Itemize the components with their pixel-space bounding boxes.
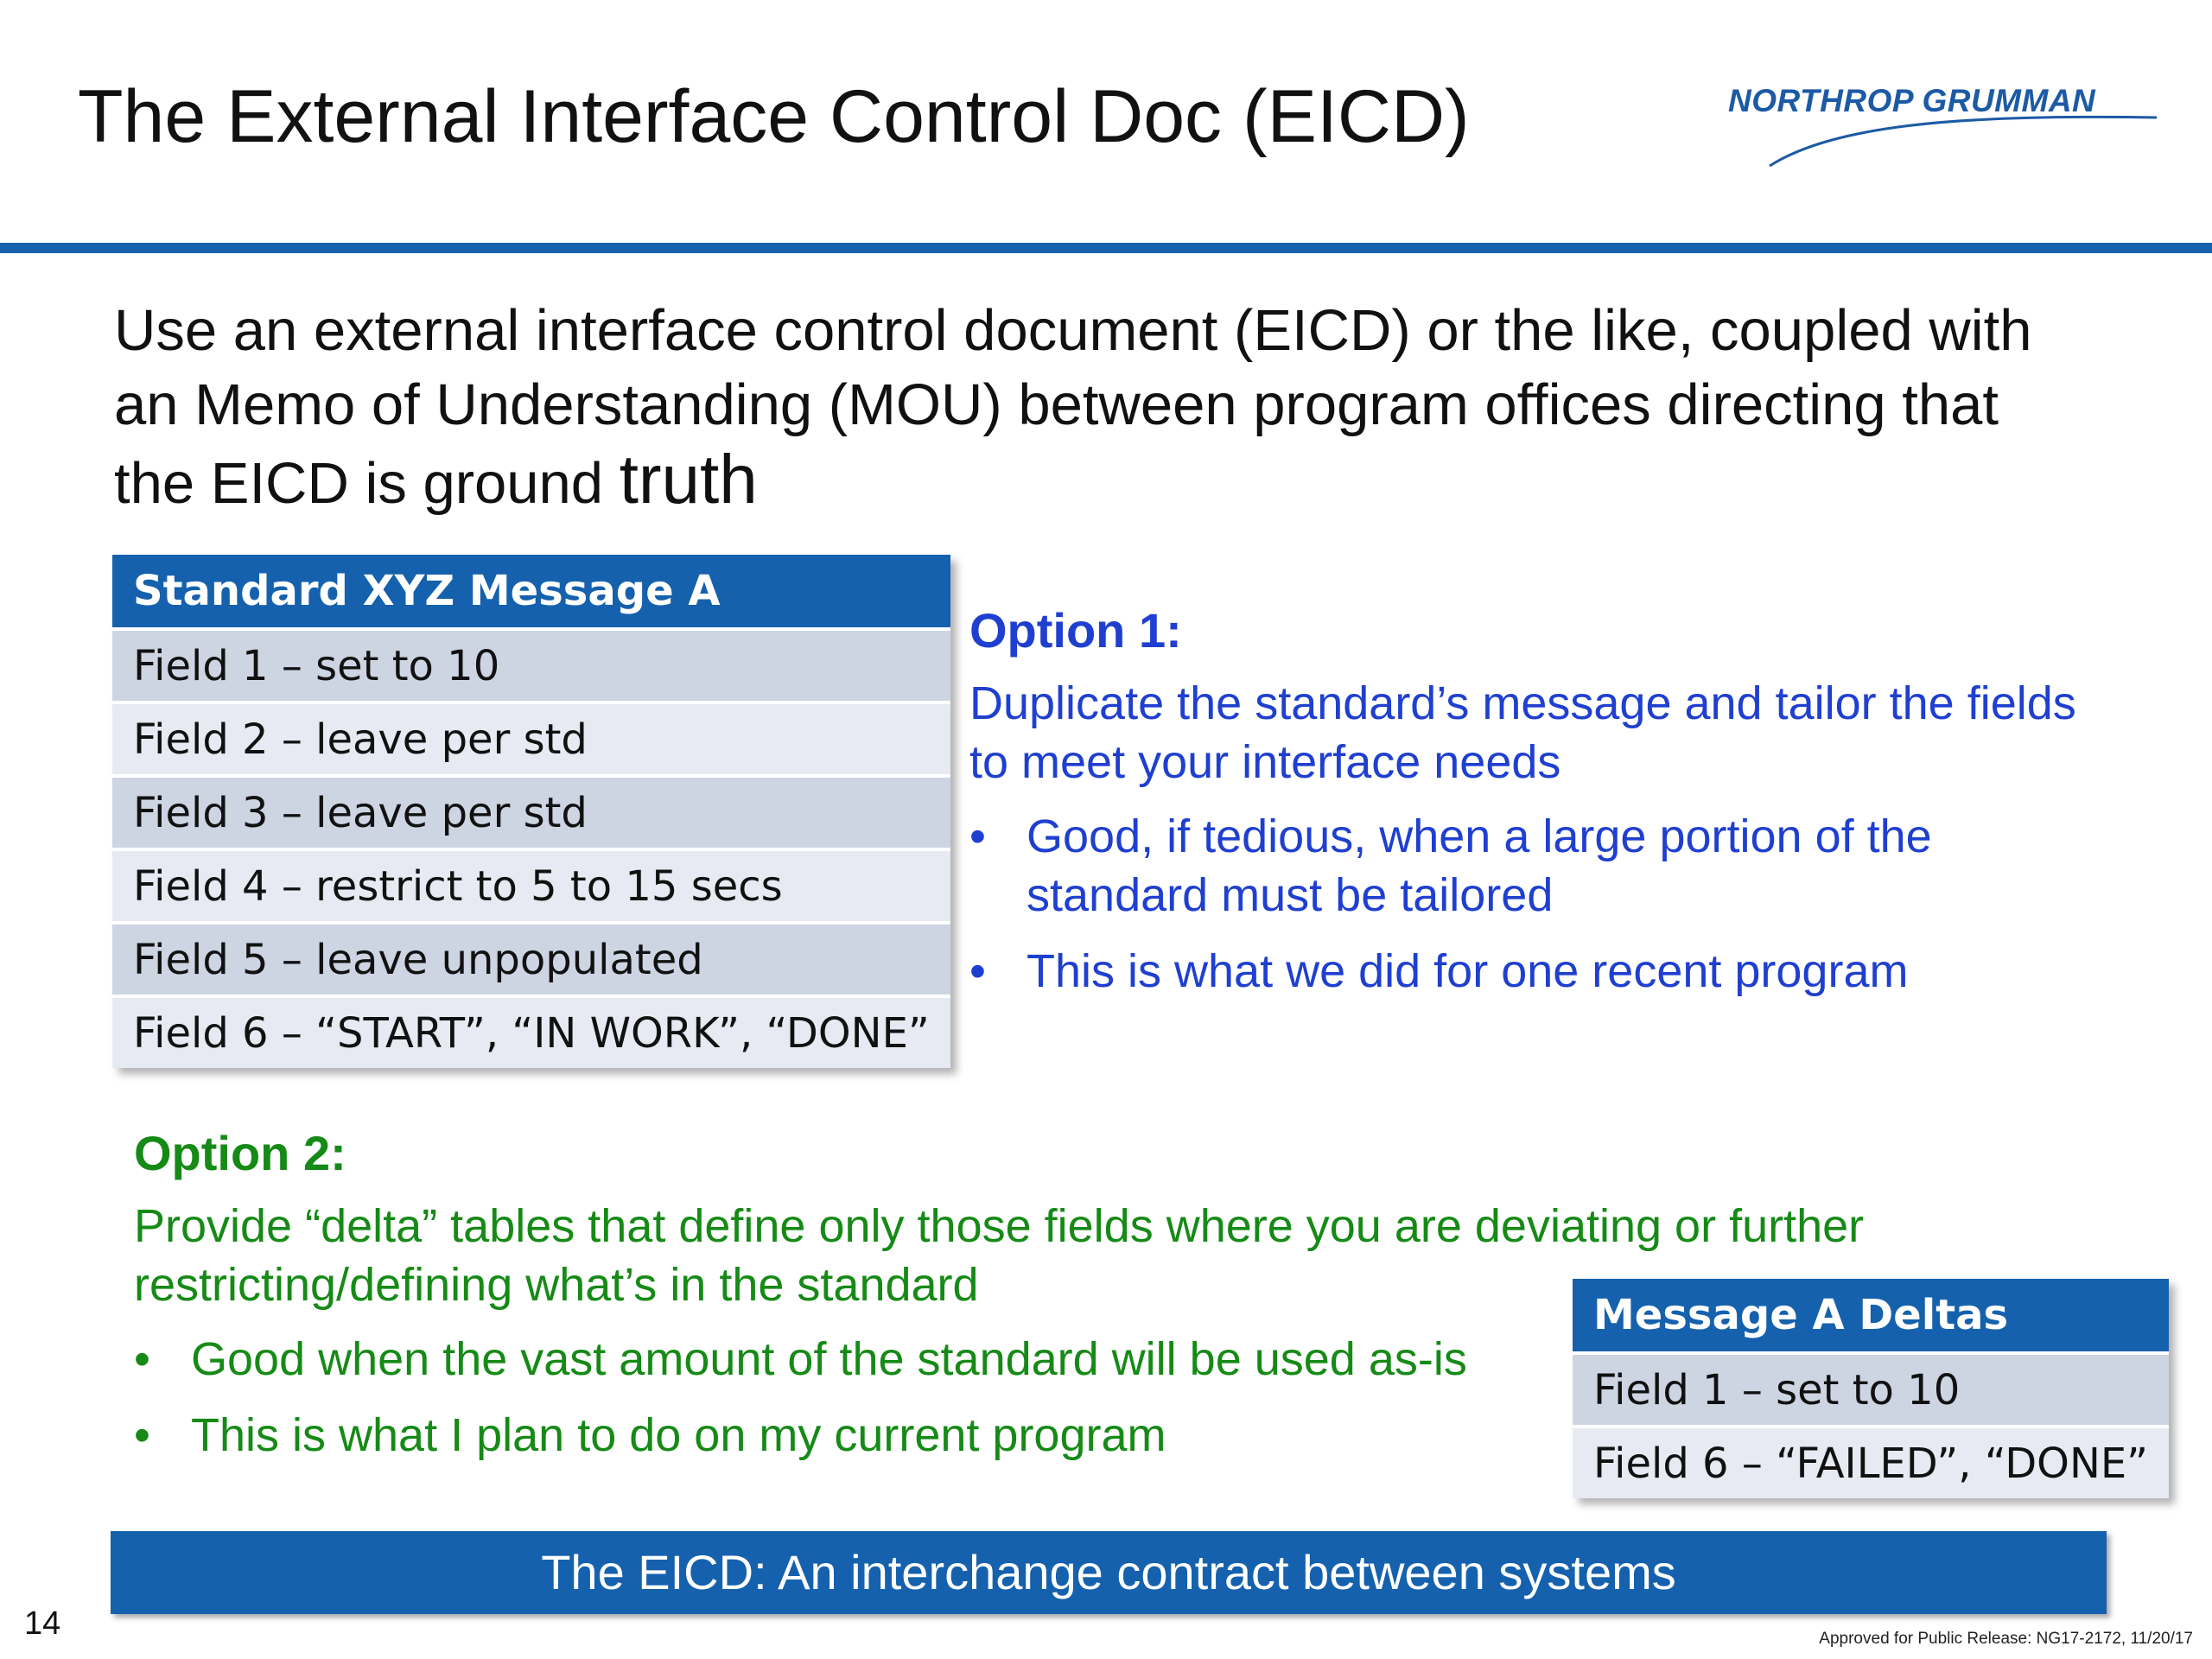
message-deltas-table	[1573, 1279, 2169, 1498]
table-row	[1573, 1427, 2169, 1498]
intro-line-3	[114, 442, 2171, 521]
table-cell: Field 2 – leave per std	[112, 702, 950, 776]
table-row	[112, 776, 950, 849]
option-1-bullets	[969, 807, 2093, 1001]
list-item	[969, 807, 2093, 925]
bullet-icon: •	[969, 945, 986, 997]
bullet-text: This is what I plan to do on my current program	[191, 1409, 1166, 1461]
table-cell: Field 4 – restrict to 5 to 15 secs	[112, 849, 950, 923]
bullet-text: Good when the vast amount of the standard will be used as-is	[191, 1333, 1467, 1385]
table-row	[1573, 1353, 2169, 1427]
table-cell: Field 6 – “FAILED”, “DONE”	[1573, 1427, 2169, 1498]
bullet-text: This is what we did for one recent program	[1027, 945, 1909, 997]
bullet-text: Good, if tedious, when a large portion of the standard must be tailored	[1027, 810, 1932, 921]
intro-paragraph	[114, 294, 2171, 521]
table-cell: Field 3 – leave per std	[112, 776, 950, 849]
slide-title: The External Interface Control Doc (EICD)	[78, 75, 1470, 158]
standard-message-table	[112, 555, 950, 1068]
northrop-grumman-logo	[1728, 83, 2160, 178]
intro-line-3-start: the EICD is ground	[114, 451, 620, 516]
table-row	[112, 996, 950, 1068]
table-cell: Field 6 – “START”, “IN WORK”, “DONE”	[112, 996, 950, 1068]
release-note: Approved for Public Release: NG17-2172, 11/20/17	[1819, 1630, 2193, 1648]
page-number: 14	[24, 1605, 61, 1642]
table-row	[112, 702, 950, 776]
intro-line-1: Use an external interface control document (EICD) or the like, coupled with	[114, 298, 2032, 363]
table-row	[112, 923, 950, 996]
table-cell: Field 5 – leave unpopulated	[112, 923, 950, 996]
logo-text: NORTHROP GRUMMAN	[1728, 83, 2096, 118]
option-1-description: Duplicate the standard’s message and tailor the fields to meet your interface needs	[969, 677, 2076, 788]
bullet-icon: •	[134, 1333, 150, 1385]
table-cell: Field 1 – set to 10	[112, 629, 950, 702]
summary-banner: The EICD: An interchange contract between systems	[111, 1531, 2107, 1614]
table-row	[112, 849, 950, 923]
table-cell: Field 1 – set to 10	[1573, 1353, 2169, 1427]
option-1-heading: Option 1:	[969, 603, 1182, 658]
list-item	[969, 942, 2093, 1001]
option-2-heading: Option 2:	[134, 1126, 346, 1180]
bullet-icon: •	[134, 1409, 150, 1461]
option-1-section	[969, 596, 2093, 1018]
standard-table-header: Standard XYZ Message A	[112, 555, 950, 629]
intro-line-2: an Memo of Understanding (MOU) between program offices directing that	[114, 372, 1999, 437]
bullet-icon: •	[969, 810, 986, 862]
table-row	[112, 629, 950, 702]
intro-line-3-emphasis: truth	[619, 441, 758, 518]
option-2-description: Provide “delta” tables that define only those fields where you are deviating or further restricting/defining what’s in the standard	[134, 1200, 1865, 1311]
logo-swoosh-icon	[1728, 83, 2160, 178]
delta-table-header: Message A Deltas	[1573, 1279, 2169, 1353]
title-divider	[0, 243, 2212, 253]
